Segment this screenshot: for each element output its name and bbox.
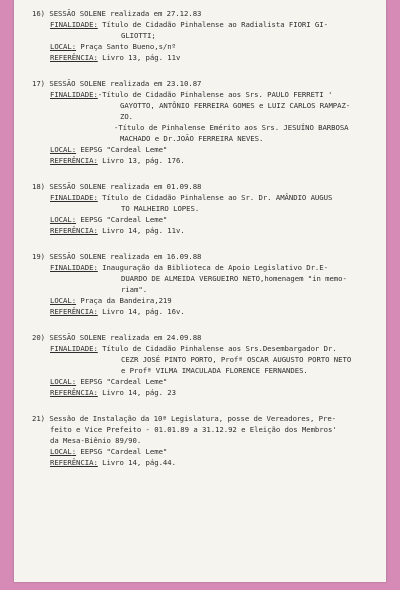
referencia-line — [32, 457, 382, 468]
referencia-label: REFERÊNCIA : — [50, 388, 98, 397]
local-label: LOCAL : — [50, 145, 76, 154]
referencia-text: Livro 14, pág. 23 — [102, 388, 176, 397]
referencia-text: Livro 14, pág.44. — [102, 458, 176, 467]
entry-title-continuation: da Mesa-Biênio 89/90. — [50, 436, 142, 445]
entry-title: Sessão de Instalação da 10ª Legislatura, posse de Vereadores, Pre- — [49, 414, 337, 423]
finalidade-continuation: TO MALHEIRO LOPES. — [121, 204, 200, 213]
finalidade-line — [32, 19, 382, 30]
entry-heading — [32, 8, 382, 19]
referencia-label: REFERÊNCIA : — [50, 307, 98, 316]
entry-number: 19) — [32, 252, 46, 261]
session-entry — [32, 181, 382, 236]
local-line — [32, 376, 382, 387]
local-label: LOCAL : — [50, 215, 76, 224]
local-line — [32, 41, 382, 52]
entry-number: 20) — [32, 333, 46, 342]
local-label: LOCAL : — [50, 296, 76, 305]
local-label: LOCAL : — [50, 42, 76, 51]
finalidade-label: FINALIDADE : — [50, 263, 98, 272]
entry-heading — [32, 413, 382, 424]
entry-number: 16) — [32, 9, 46, 18]
local-label: LOCAL : — [50, 447, 76, 456]
entry-heading — [32, 332, 382, 343]
entry-number: 21) — [32, 414, 46, 423]
finalidade-line — [32, 89, 382, 100]
entry-number: 18) — [32, 182, 46, 191]
document-text — [32, 8, 382, 483]
entry-title: SESSÃO SOLENE realizada em 27.12.83 — [49, 9, 202, 18]
finalidade-continuation: GAYOTTO, ANTÔNIO FERREIRA GOMES e LUIZ CARLOS RAMPAZ- — [120, 101, 351, 110]
local-line — [32, 214, 382, 225]
finalidade-text: Inauguração da Biblioteca de Apoio Legislativo Dr.E- — [102, 263, 328, 272]
finalidade-text: -Título de Cidadão Pinhalense aos Srs. PAULO FERRETI ' — [97, 90, 333, 99]
finalidade-text: Título de Cidadão Pinhalense ao Sr. Dr. AMÂNDIO AUGUS — [102, 193, 333, 202]
referencia-line — [32, 52, 382, 63]
entry-heading — [32, 181, 382, 192]
finalidade-text: Título de Cidadão Pinhalense aos Srs.Desembargador Dr. — [102, 344, 337, 353]
session-entry — [32, 78, 382, 166]
local-text: Praça da Bandeira,219 — [80, 296, 172, 305]
entry-title: SESSÃO SOLENE realizada em 01.09.88 — [49, 182, 202, 191]
referencia-text: Livro 14, pág. 11v. — [102, 226, 185, 235]
referencia-label: REFERÊNCIA : — [50, 458, 98, 467]
finalidade-continuation: DUARDO DE ALMEIDA VERGUEIRO NETO,homenagem "in memo- — [121, 274, 347, 283]
referencia-label: REFERÊNCIA : — [50, 226, 98, 235]
entry-heading — [32, 78, 382, 89]
local-line — [32, 295, 382, 306]
finalidade-label: FINALIDADE : — [50, 20, 98, 29]
finalidade-label: FINALIDADE : — [50, 193, 98, 202]
referencia-label: REFERÊNCIA : — [50, 156, 98, 165]
finalidade-continuation: riam". — [121, 285, 148, 294]
finalidade-continuation: e Profª VILMA IMACULADA FLORENCE FERNANDES. — [121, 366, 308, 375]
session-entry — [32, 332, 382, 398]
local-text: EEPSG "Cardeal Leme" — [80, 145, 168, 154]
finalidade-line — [32, 262, 382, 273]
local-text: Praça Santo Bueno,s/nº — [80, 42, 176, 51]
session-entry — [32, 413, 382, 468]
finalidade-line — [32, 192, 382, 203]
referencia-line — [32, 387, 382, 398]
finalidade-continuation: GLIOTTI; — [121, 31, 156, 40]
local-label: LOCAL : — [50, 377, 76, 386]
finalidade-text: Título de Cidadão Pinhalense ao Radialista FIORI GI- — [102, 20, 328, 29]
finalidade-line — [32, 343, 382, 354]
local-line — [32, 144, 382, 155]
entry-title: SESSÃO SOLENE realizada em 24.09.88 — [49, 333, 202, 342]
finalidade-label: FINALIDADE : — [50, 90, 98, 99]
finalidade-continuation: ZO. — [120, 112, 134, 121]
document-page — [14, 0, 386, 582]
finalidade-continuation: CEZR JOSÉ PINTO PORTO, Profª OSCAR AUGUSTO PORTO NETO — [121, 355, 352, 364]
referencia-label: REFERÊNCIA : — [50, 53, 98, 62]
referencia-text: Livro 14, pág. 16v. — [102, 307, 185, 316]
entry-title: SESSÃO SOLENE realizada em 16.09.88 — [49, 252, 202, 261]
referencia-line — [32, 225, 382, 236]
finalidade-continuation: MACHADO e Dr.JOÃO FERREIRA NEVES. — [120, 134, 264, 143]
referencia-text: Livro 13, pág. 176. — [102, 156, 185, 165]
session-entry — [32, 251, 382, 317]
local-text: EEPSG "Cardeal Leme" — [80, 447, 168, 456]
referencia-text: Livro 13, pág. 11v — [102, 53, 181, 62]
finalidade-label: FINALIDADE : — [50, 344, 98, 353]
finalidade-continuation: -Título de Pinhalense Emérito aos Srs. JESUÍNO BARBOSA — [114, 123, 349, 132]
entry-number: 17) — [32, 79, 46, 88]
local-text: EEPSG "Cardeal Leme" — [80, 377, 168, 386]
local-text: EEPSG "Cardeal Leme" — [80, 215, 168, 224]
referencia-line — [32, 155, 382, 166]
referencia-line — [32, 306, 382, 317]
local-line — [32, 446, 382, 457]
entry-title: SESSÃO SOLENE realizada em 23.10.87 — [49, 79, 202, 88]
session-entry — [32, 8, 382, 63]
entry-title-continuation: feito e Vice Prefeito - 01.01.89 a 31.12.92 e Eleição dos Membros' — [50, 425, 337, 434]
entry-heading — [32, 251, 382, 262]
